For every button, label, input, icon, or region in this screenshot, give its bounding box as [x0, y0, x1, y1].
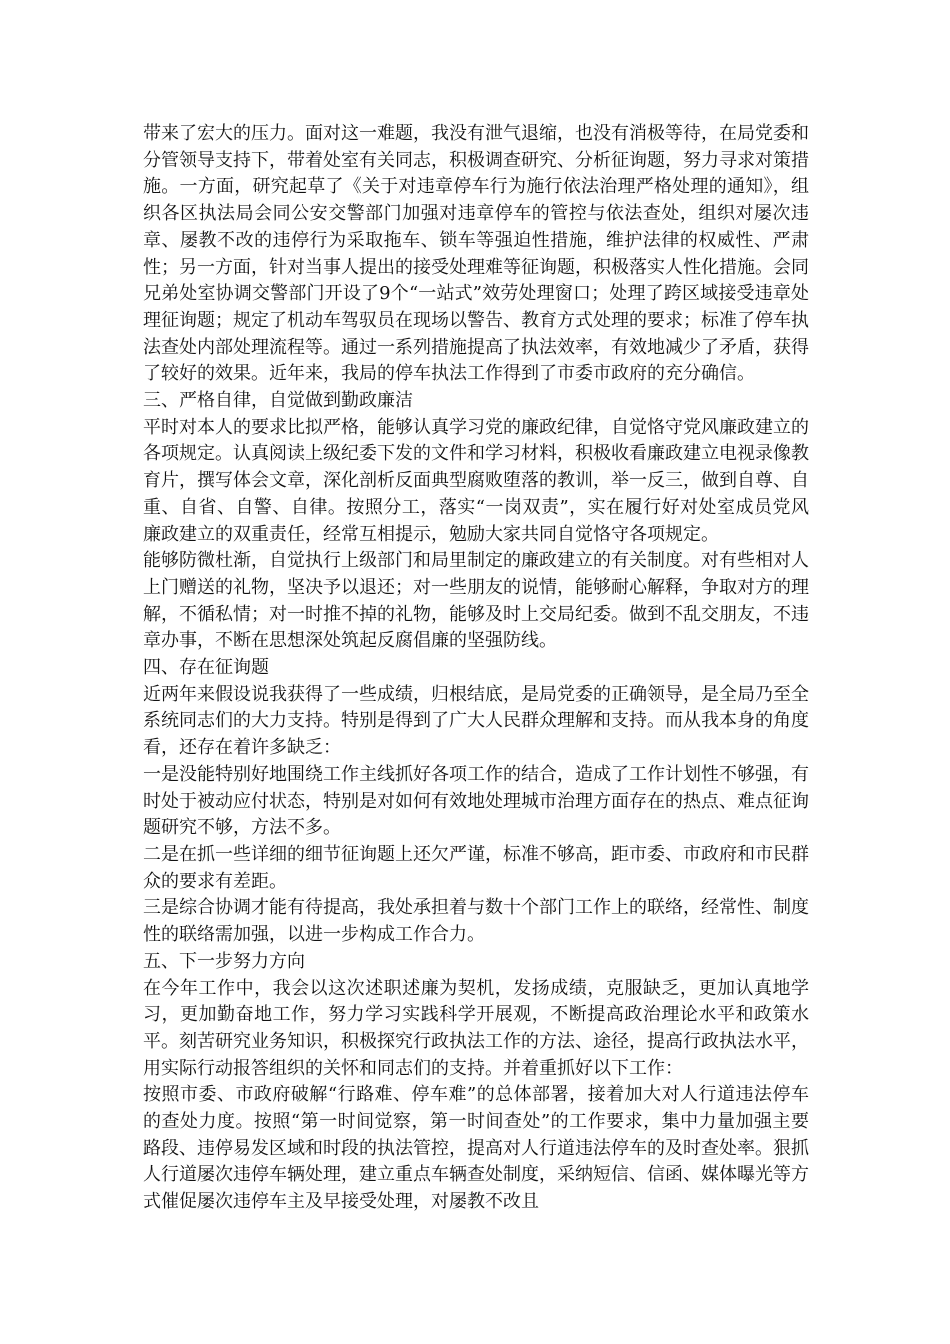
paragraph-work-plan: 在今年工作中，我会以这次述职述廉为契机，发扬成绩，克服缺乏，更加认真地学习，更加勤奋地工作，努力学习实践科学开展观，不断提高政治理论水平和政策水平。刻苦研究业务知识，积极探究行政执法工作的方法、途径，提高行政执法水平，用实际行动报答组织的关怀和同志们的支持。并着重抓好以下工作： — [143, 977, 809, 1079]
paragraph-integrity-study: 平时对本人的要求比拟严格，能够认真学习党的廉政纪律，自觉恪守党风廉政建立的各项规定。认真阅读上级纪委下发的文件和学习材料，积极收看廉政建立电视录像教育片，撰写体会文章，深化剖析反面典型腐败堕落的教训，举一反三，做到自尊、自重、自省、自警、自律。按照分工，落实“一岗双责”，实在履行好对处室成员党风廉政建立的双重责任，经常互相提示，勉励大家共同自觉恪守各项规定。 — [143, 416, 809, 545]
paragraph-parking-enforcement: 带来了宏大的压力。面对这一难题，我没有泄气退缩，也没有消极等待，在局党委和分管领导支持下，带着处室有关同志，积极调查研究、分析征询题，努力寻求对策措施。一方面，研究起草了《关于对违章停车行为施行依法治理严格处理的通知》，组织各区执法局会同公安交警部门加强对违章停车的管控与依法查处，组织对屡次违章、屡教不改的违停行为采取拖车、锁车等强迫性措施，维护法律的权威性、严肃性；另一方面，针对当事人提出的接受处理难等征询题，积极落实人性化措施。会同兄弟处室协调交警部门开设了9个“一站式”效劳处理窗口；处理了跨区域接受违章处理征询题；规定了机动车驾驭员在现场以警告、教育方式处理的要求；标准了停车执法查处内部处理流程等。通过一系列措施提高了执法效率，有效地减少了矛盾，获得了较好的效果。近年来，我局的停车执法工作得到了市委市政府的充分确信。 — [143, 123, 809, 385]
section-heading-problems: 四、存在征询题 — [143, 657, 269, 679]
section-heading-self-discipline: 三、严格自律，自觉做到勤政廉洁 — [143, 390, 413, 412]
paragraph-problem-one: 一是没能特别好地围绕工作主线抓好各项工作的结合，造成了工作计划性不够强，有时处于被动应付状态，特别是对如何有效地处理城市治理方面存在的热点、难点征询题研究不够，方法不多。 — [143, 763, 809, 839]
paragraph-parking-plan: 按照市委、市政府破解“行路难、停车难”的总体部署，接着加大对人行道违法停车的查处力度。按照“第一时间觉察，第一时间查处”的工作要求，集中力量加强主要路段、违停易发区域和时段的执法管控，提高对人行道违法停车的及时查处率。狠抓人行道屡次违停车辆处理，建立重点车辆查处制度，采纳短信、信函、媒体曝光等方式催促屡次违停车主及早接受处理，对屡教不改且 — [143, 1084, 809, 1213]
section-heading-next-steps: 五、下一步努力方向 — [143, 950, 305, 972]
paragraph-problem-three: 三是综合协调才能有待提高，我处承担着与数十个部门工作上的联络，经常性、制度性的联络需加强，以进一步构成工作合力。 — [143, 897, 809, 946]
paragraph-anti-corruption: 能够防微杜渐，自觉执行上级部门和局里制定的廉政建立的有关制度。对有些相对人上门赠送的礼物，坚决予以退还；对一些朋友的说情，能够耐心解释，争取对方的理解，不循私情；对一时推不掉的礼物，能够及时上交局纪委。做到不乱交朋友，不违章办事，不断在思想深处筑起反腐倡廉的坚强防线。 — [143, 550, 809, 652]
paragraph-achievements: 近两年来假设说我获得了一些成绩，归根结底，是局党委的正确领导，是全局乃至全系统同志们的大力支持。特别是得到了广大人民群众理解和支持。而从我本身的角度看，还存在着许多缺乏： — [143, 683, 809, 759]
document-body — [143, 121, 809, 1216]
paragraph-problem-two: 二是在抓一些详细的细节征询题上还欠严谨，标准不够高，距市委、市政府和市民群众的要求有差距。 — [143, 843, 809, 892]
